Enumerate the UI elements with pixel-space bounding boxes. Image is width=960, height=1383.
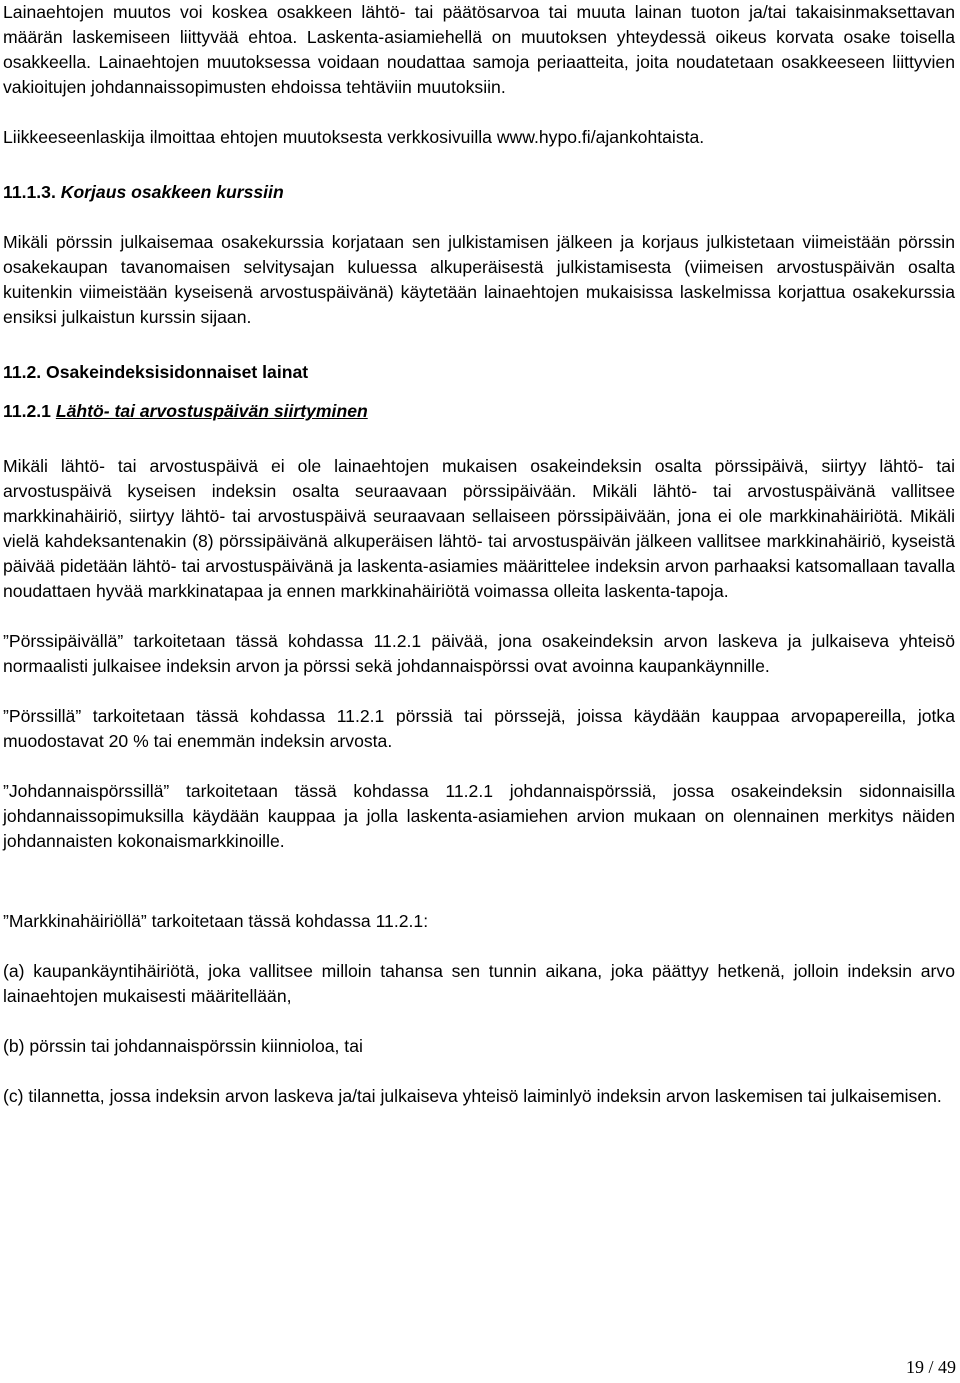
heading-number: 11.1.3.	[3, 182, 56, 202]
paragraph-amendment-terms: Lainaehtojen muutos voi koskea osakkeen lähtö- tai päätösarvoa tai muuta lainan tuoton ja/tai takaisinmaksettavan määrän laskemiseen liittyvää ehtoa. Laskenta-asiamiehellä on muutoksen yhteydessä oikeus korvata osake toisella osakkeella. Lainaehtojen muutoksessa voidaan noudattaa samoja periaatteita, joita noudatetaan osakkeeseen liittyvien vakioitujen johdannaissopimusten ehdoissa tehtäviin muutoksiin.	[3, 2, 955, 97]
heading-11-2-1	[3, 399, 955, 424]
list-item-a: (a) kaupankäyntihäiriötä, joka vallitsee milloin tahansa sen tunnin aikana, joka päättyy hetkenä, jolloin indeksin arvo lainaehtojen mukaisesti määritellään,	[3, 961, 955, 1006]
document-page	[3, 0, 955, 1109]
paragraph-notice-website: Liikkeeseenlaskija ilmoittaa ehtojen muutoksesta verkkosivuilla www.hypo.fi/ajankohtaista.	[3, 127, 705, 147]
paragraph-def-exchange: ”Pörssillä” tarkoitetaan tässä kohdassa 11.2.1 pörssiä tai pörssejä, joissa käydään kauppaa arvopapereilla, jotka muodostavat 20 % tai enemmän indeksin arvosta.	[3, 706, 955, 751]
heading-title: Lähtö- tai arvostuspäivän siirtyminen	[55, 401, 368, 421]
heading-number: 11.2.1	[3, 401, 51, 421]
paragraph-price-correction: Mikäli pörssin julkaisemaa osakekurssia korjataan sen julkistamisen jälkeen ja korjaus julkistetaan viimeistään pörssin osakekaupan tavanomaisen selvitysajan kuluessa alkuperäisestä julkistamisesta (viimeisen arvostuspäivän osalta kuitenkin viimeistään kyseisenä arvostuspäivänä) käytetään lainaehtojen mukaisissa laskelmissa korjattua osakekurssia ensiksi julkaistun kurssin sijaan.	[3, 232, 955, 327]
heading-11-2: 11.2. Osakeindeksisidonnaiset lainat	[3, 362, 309, 382]
heading-11-1-3	[3, 180, 955, 205]
list-item-b: (b) pörssin tai johdannaispörssin kiinnioloa, tai	[3, 1036, 363, 1056]
paragraph-def-exchange-day: ”Pörssipäivällä” tarkoitetaan tässä kohdassa 11.2.1 päivää, jona osakeindeksin arvon laskeva ja julkaiseva yhteisö normaalisti julkaisee indeksin arvon ja pörssi sekä johdannaispörssi ovat avoinna kaupankäynnille.	[3, 631, 955, 676]
page-number: 19 / 49	[905, 1357, 956, 1377]
list-item-c: (c) tilannetta, jossa indeksin arvon laskeva ja/tai julkaiseva yhteisö laiminlyö indeksin arvon laskemisen tai julkaisemisen.	[3, 1086, 942, 1106]
paragraph-def-market-disruption: ”Markkinahäiriöllä” tarkoitetaan tässä kohdassa 11.2.1:	[3, 911, 429, 931]
heading-title: Korjaus osakkeen kurssiin	[60, 182, 284, 202]
paragraph-date-shift: Mikäli lähtö- tai arvostuspäivä ei ole lainaehtojen mukaisen osakeindeksin osalta pörssipäivä, siirtyy lähtö- tai arvostuspäivä kyseisen indeksin osalta seuraavaan pörssipäivään. Mikäli lähtö- tai arvostuspäivänä vallitsee markkinahäiriö, siirtyy lähtö- tai arvostuspäivä seuraavaan sellaiseen pörssipäivään, jona ei ole markkinahäiriötä. Mikäli vielä kahdeksantenakin (8) pörssipäivänä alkuperäisen lähtö- tai arvostuspäivän jälkeen vallitsee markkinahäiriö, kyseistä päivää pidetään lähtö- tai arvostuspäivänä ja laskenta-asiamies määrittelee indeksin arvon parhaaksi katsomallaan tavalla noudattaen hyvää markkinatapaa ja ennen markkinahäiriötä voimassa olleita laskenta-tapoja.	[3, 456, 955, 601]
paragraph-def-derivatives-exchange: ”Johdannaispörssillä” tarkoitetaan tässä kohdassa 11.2.1 johdannaispörssiä, jossa osakeindeksin sidonnaisilla johdannaissopimuksilla käydään kauppaa ja jolla laskenta-asiamiehen arvion mukaan on olennainen merkitys näiden johdannaisten kokonaismarkkinoille.	[3, 781, 955, 851]
